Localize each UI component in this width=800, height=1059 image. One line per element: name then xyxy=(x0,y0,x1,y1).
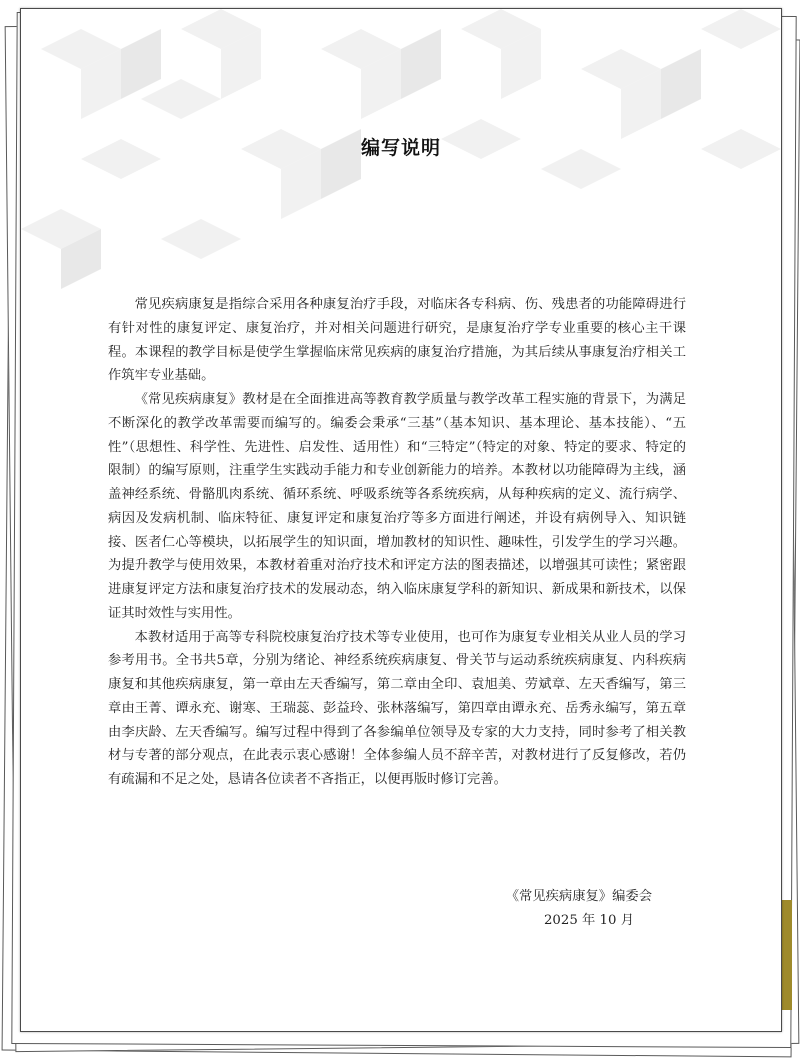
cover-edge-gold xyxy=(782,900,792,1010)
signature-date: 2025 年 10 月 xyxy=(543,913,634,928)
paragraph: 本教材适用于高等专科院校康复治疗技术等专业使用，也可作为康复专业相关从业人员的学习参考用书。全书共5章，分别为绪论、神经系统疾病康复、骨关节与运动系统疾病康复、内科疾病康复和其他疾病康复，第一章由左天香编写，第二章由全印、袁旭美、劳斌章、左天香编写，第三章由王菁、谭永充、谢寒、王瑞蕊、彭益玲、张林落编写，第四章由谭永充、岳秀永编写，第五章由李庆龄、左天香编写。编写过程中得到了各参编单位领导及专家的大力支持，同时参考了相关教材与专著的部分观点，在此表示衷心感谢！全体参编人员不辞辛苦，对教材进行了反复修改，若仍有疏漏和不足之处，恳请各位读者不吝指正，以便再版时修订完善。 xyxy=(108,629,686,787)
body-text xyxy=(108,293,686,792)
committee-signature: 《常见疾病康复》编委会 xyxy=(505,889,652,904)
paragraph: 《常见疾病康复》教材是在全面推进高等教育教学质量与教学改革工程实施的背景下，为满足不断深化的教学改革需要而编写的。编委会秉承“三基”（基本知识、基本理论、基本技能）、“五性”（思想性、科学性、先进性、启发性、适用性）和“三特定”（特定的对象、特定的要求、特定的限制）的编写原则，注重学生实践动手能力和专业创新能力的培养。本教材以功能障碍为主线，涵盖神经系统、骨骼肌肉系统、循环系统、呼吸系统等各系统疾病，从每种疾病的定义、流行病学、病因及发病机制、临床特征、康复评定和康复治疗等多方面进行阐述，并设有病例导入、知识链接、医者仁心等模块，以拓展学生的知识面，增加教材的知识性、趣味性，引发学生的学习兴趣。为提升教学与使用效果，本教材着重对治疗技术和评定方法的图表描述，以增强其可读性；紧密跟进康复评定方法和康复治疗技术的发展动态，纳入临床康复学科的新知识、新成果和新技术，以保证其时效性与实用性。 xyxy=(108,392,686,621)
document-page xyxy=(20,8,782,1032)
paragraph: 常见疾病康复是指综合采用各种康复治疗手段，对临床各专科病、伤、残患者的功能障碍进行有针对性的康复评定、康复治疗，并对相关问题进行研究，是康复治疗学专业重要的核心主干课程。本课程的教学目标是使学生掌握临床常见疾病的康复治疗措施，为其后续从事康复治疗相关工作筑牢专业基础。 xyxy=(108,297,686,384)
page-title: 编写说明 xyxy=(360,137,441,159)
signature-block xyxy=(108,885,686,933)
